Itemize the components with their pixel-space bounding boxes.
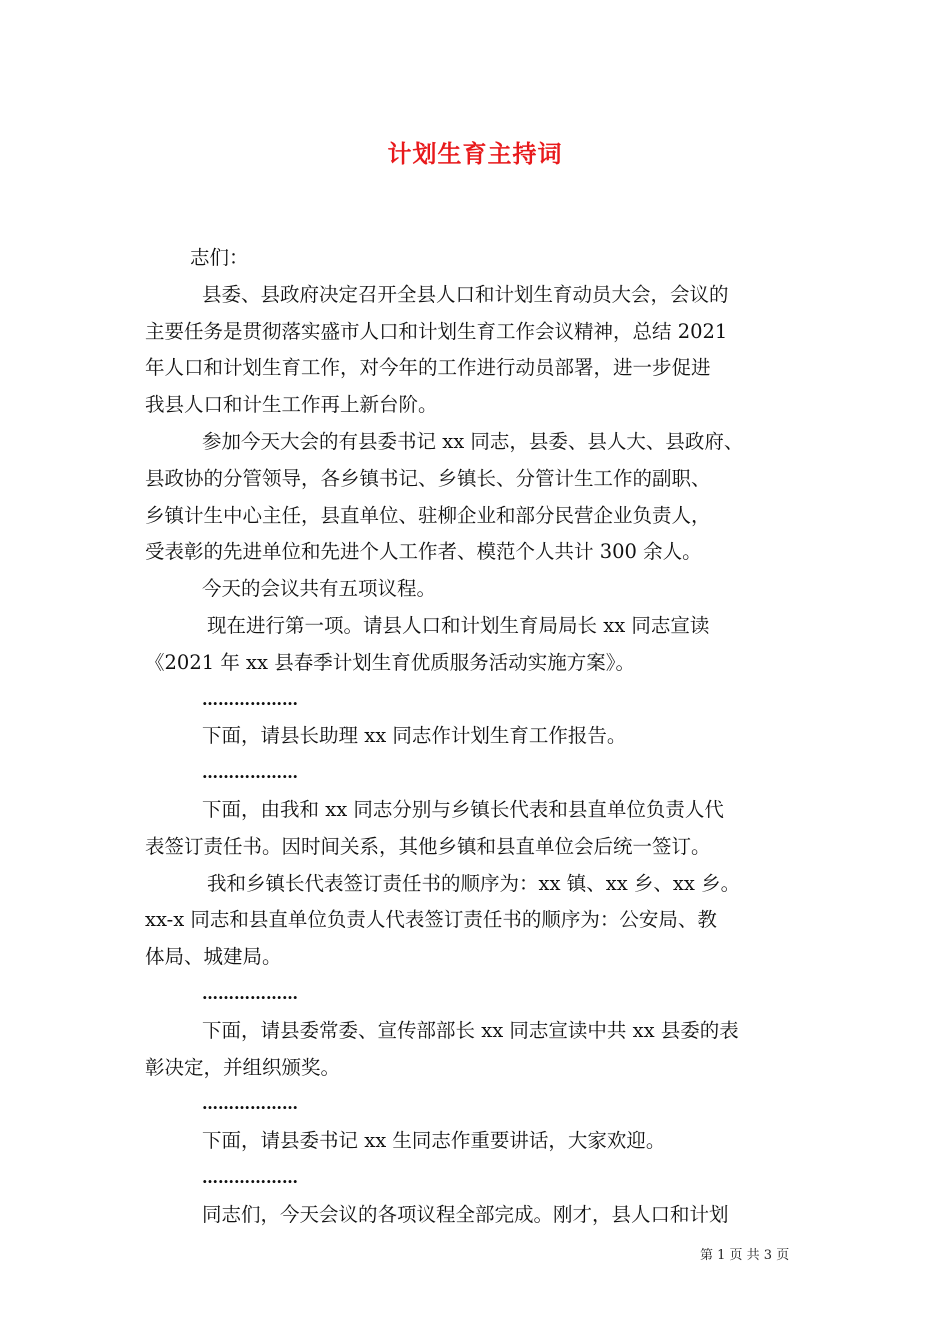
- body-line: 参加今天大会的有县委书记 xx 同志，县委、县人大、县政府、: [202, 429, 744, 453]
- body-line: 下面，请县委常委、宣传部部长 xx 同志宣读中共 xx 县委的表: [202, 1018, 739, 1042]
- body-line: 下面，请县长助理 xx 同志作计划生育工作报告。: [202, 724, 627, 748]
- body-line: 下面，由我和 xx 同志分别与乡镇长代表和县直单位负责人代: [202, 797, 724, 821]
- body-line: 年人口和计划生育工作，对今年的工作进行动员部署，进一步促进: [145, 356, 711, 380]
- page-footer: 第 1 页 共 3 页: [700, 1248, 790, 1263]
- body-line: 《2021 年 xx 县春季计划生育优质服务活动实施方案》。: [145, 650, 635, 674]
- separator-dots: ………………: [202, 1094, 298, 1114]
- body-line: 下面，请县委书记 xx 生同志作重要讲话，大家欢迎。: [202, 1129, 666, 1153]
- body-line: 志们：: [190, 246, 249, 269]
- body-line: 同志们，今天会议的各项议程全部完成。刚才，县人口和计划: [202, 1202, 729, 1226]
- body-line: 主要任务是贯彻落实盛市人口和计划生育工作会议精神，总结 2021: [145, 319, 728, 343]
- body-line: 彰决定，并组织颁奖。: [145, 1055, 341, 1079]
- body-line: 乡镇计生中心主任，县直单位、驻柳企业和部分民营企业负责人，: [145, 503, 711, 527]
- separator-dots: ………………: [202, 689, 298, 709]
- body-line: 受表彰的先进单位和先进个人工作者、模范个人共计 300 余人。: [145, 540, 702, 564]
- document-title: 计划生育主持词: [387, 139, 563, 168]
- body-line: 我县人口和计生工作再上新台阶。: [145, 393, 438, 417]
- body-line: 县委、县政府决定召开全县人口和计划生育动员大会，会议的: [202, 282, 729, 306]
- separator-dots: ………………: [202, 1167, 298, 1187]
- body-line: 我和乡镇长代表签订责任书的顺序为：xx 镇、xx 乡、xx 乡。: [207, 871, 741, 895]
- body-line: xx-x 同志和县直单位负责人代表签订责任书的顺序为：公安局、教: [145, 908, 717, 932]
- body-line: 今天的会议共有五项议程。: [202, 577, 437, 601]
- body-line: 县政协的分管领导，各乡镇书记、乡镇长、分管计生工作的副职、: [145, 466, 711, 490]
- separator-dots: ………………: [202, 763, 298, 783]
- body-line: 表签订责任书。因时间关系，其他乡镇和县直单位会后统一签订。: [145, 834, 711, 858]
- body-line: 现在进行第一项。请县人口和计划生育局局长 xx 同志宣读: [207, 613, 710, 637]
- body-line: 体局、城建局。: [145, 945, 282, 969]
- separator-dots: ………………: [202, 983, 298, 1003]
- document-body: [145, 240, 825, 1234]
